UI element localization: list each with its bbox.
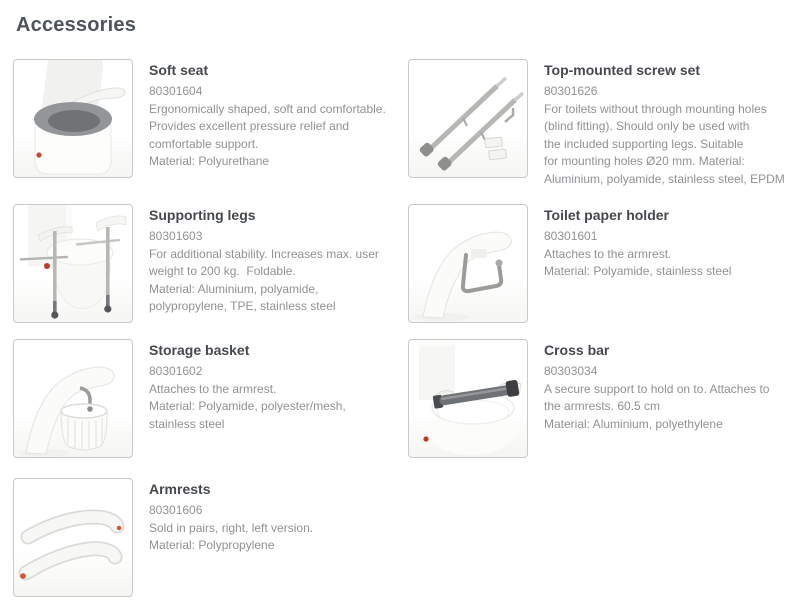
product-text-line: (blind fitting). Should only be used with <box>544 119 750 133</box>
product-sku: 80301602 <box>149 364 203 378</box>
product-sku: 80301603 <box>149 229 203 243</box>
product-description <box>544 246 731 281</box>
soft-seat-photo <box>13 59 133 178</box>
product-sku: 80301604 <box>149 84 203 98</box>
product-card-cross-bar <box>408 339 800 458</box>
product-name: Top-mounted screw set <box>544 62 701 78</box>
product-description <box>149 520 313 555</box>
product-description <box>544 101 785 189</box>
product-text-line: For additional stability. Increases max. user <box>149 246 379 261</box>
product-info <box>149 339 346 433</box>
product-text-line: comfortable support. <box>149 136 259 151</box>
product-text-line: the included supporting legs. Suitable <box>544 136 744 151</box>
product-text-line: for mounting holes Ø20 mm. Material: <box>544 154 745 168</box>
product-sku: 80303034 <box>544 364 598 378</box>
product-name: Armrests <box>149 481 211 497</box>
product-name: Soft seat <box>149 62 209 78</box>
product-text-line: polypropylene, TPE, stainless steel <box>149 299 336 313</box>
armrests-photo <box>13 478 133 597</box>
product-text-line: stainless steel <box>149 416 225 431</box>
product-text-line: Material: Polypropylene <box>149 538 275 552</box>
product-text-line: Provides excellent pressure relief and <box>149 119 350 133</box>
product-name: Storage basket <box>149 342 250 358</box>
product-info <box>149 59 386 171</box>
product-card-soft-seat <box>13 59 408 188</box>
product-text-line: Material: Polyamide, stainless steel <box>544 264 732 278</box>
product-text-line: Material: Aluminium, polyethylene <box>544 416 723 431</box>
product-text-line: For toilets without through mounting holes <box>544 101 767 116</box>
product-text-line: Attaches to the armrest. <box>544 246 672 261</box>
product-card-storage-basket <box>13 339 408 458</box>
product-description <box>149 381 346 434</box>
product-card-supporting-legs <box>13 204 408 323</box>
product-info <box>544 339 769 433</box>
product-text-line: Material: Polyamide, polyester/mesh, <box>149 399 346 413</box>
product-card-armrests <box>13 478 408 597</box>
product-text-line: Material: Aluminium, polyamide, <box>149 281 319 296</box>
product-card-screw-set <box>408 59 800 188</box>
product-text-line: Material: Polyurethane <box>149 154 270 168</box>
product-text-line: weight to 200 kg. Foldable. <box>149 264 296 278</box>
supporting-legs-photo <box>13 204 133 323</box>
page-title: Accessories <box>16 14 137 36</box>
product-text-line: Aluminium, polyamide, stainless steel, EPDM <box>544 171 785 186</box>
product-info <box>149 478 313 555</box>
product-text-line: A secure support to hold on to. Attaches to <box>544 381 770 396</box>
product-text-line: Attaches to the armrest. <box>149 381 277 396</box>
toilet-paper-holder-photo <box>408 204 528 323</box>
screw-set-photo <box>408 59 528 178</box>
product-sku: 80301601 <box>544 229 598 243</box>
product-description <box>149 101 386 171</box>
product-info <box>149 204 379 316</box>
product-text-line: Sold in pairs, right, left version. <box>149 520 314 535</box>
product-text-line: Ergonomically shaped, soft and comfortable. <box>149 101 386 116</box>
product-name: Supporting legs <box>149 207 256 223</box>
product-description <box>544 381 769 434</box>
product-name: Cross bar <box>544 342 610 358</box>
accessories-grid <box>13 59 800 597</box>
product-info <box>544 204 731 281</box>
storage-basket-photo <box>13 339 133 458</box>
product-card-toilet-paper-holder <box>408 204 800 323</box>
product-sku: 80301626 <box>544 84 598 98</box>
product-name: Toilet paper holder <box>544 207 669 223</box>
product-text-line: the armrests. 60.5 cm <box>544 399 661 413</box>
cross-bar-photo <box>408 339 528 458</box>
product-sku: 80301606 <box>149 503 203 517</box>
product-info <box>544 59 785 188</box>
product-description <box>149 246 379 316</box>
